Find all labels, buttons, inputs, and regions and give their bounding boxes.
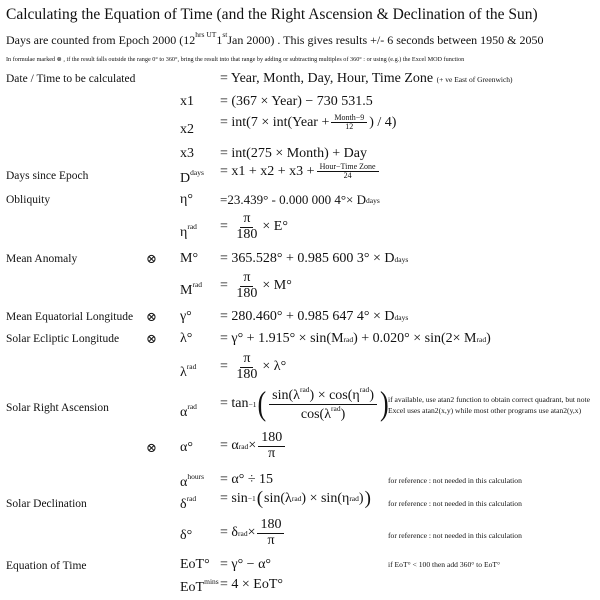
solar-right-ascension-label: Solar Right Ascension (6, 402, 109, 414)
mean-anomaly-rad-equation: = $\frac{\pi}{180}$ × M° (220, 270, 292, 301)
x1-var: x1 (180, 94, 194, 109)
mean-anomaly-var: M° (180, 251, 199, 266)
declination-rad-var: $\delta^{rad}$ (180, 494, 197, 512)
eot-degrees-equation: = γ° − α° (220, 557, 272, 572)
right-ascension-degrees-mark: ⊗ (146, 440, 157, 455)
solar-ecliptic-longitude-rad-equation: = $\frac{\pi}{180}$ × λ° (220, 351, 287, 382)
reference-note-declination-deg: for reference : not needed in this calculation (388, 531, 522, 540)
obliquity-rad-var: $\eta^{rad}$ (180, 222, 197, 240)
days-equation: = x1 + x2 + x3 + $\frac{\text{Hour−Time Zone}}{24}$ (220, 163, 381, 181)
mean-anomaly-mark: ⊗ (146, 251, 157, 266)
mean-equatorial-longitude-mark: ⊗ (146, 309, 157, 324)
epoch-subtitle: Days are counted from Epoch 2000 ($12^{hrs UT}1stJan$ 2000) . This gives results +/- 6 seconds between 1950 & 2050 (6, 30, 544, 47)
solar-ecliptic-longitude-equation: = γ° + 1.915° × sin(M rad ) + 0.020° × sin(2× M rad ) (220, 331, 491, 346)
eot-degrees-var: EoT° (180, 557, 210, 572)
mean-anomaly-equation: = 365.528° + 0.985 600 3° × D days (220, 251, 409, 266)
formula-note: In formulae marked ⊗ , if the result falls outside the range 0° to 360°, bring the result into that range by adding or subtracting multiples of 360° : or using (e.g.) the Excel MOD function (6, 56, 465, 63)
x3-equation: = int(275 × Month) + Day (220, 146, 367, 161)
right-ascension-degrees-equation: = α rad × $\frac{180}{\pi}$ (220, 431, 287, 461)
x1-equation: = (367 × Year) − 730 531.5 (220, 94, 373, 109)
page-title: Calculating the Equation of Time (and the Right Ascension & Declination of the Sun) (6, 6, 538, 23)
mean-anomaly-rad-var: $M^{rad}$ (180, 280, 203, 298)
solar-ecliptic-longitude-var: λ° (180, 331, 193, 346)
right-ascension-rad-equation: = tan −1 ( $\frac{\sin(\lambda^{rad}) \times \cos(\eta^{rad})}{\cos(\lambda^{rad})}$ ) (220, 384, 389, 423)
days-label: Days since Epoch (6, 170, 89, 182)
reference-note-hours: for reference : not needed in this calculation (388, 476, 522, 485)
mean-equatorial-longitude-label: Mean Equatorial Longitude (6, 311, 134, 323)
date-equation: = Year, Month, Day, Hour, Time Zone (+ ve East of Greenwich) (220, 71, 513, 86)
right-ascension-hours-var: $\alpha^{hours}$ (180, 472, 205, 490)
mean-equatorial-longitude-equation: = 280.460° + 0.985 647 4° × D days (220, 309, 409, 324)
declination-degrees-equation: = δ rad × $\frac{180}{\pi}$ (220, 518, 286, 548)
right-ascension-hours-equation: = α° ÷ 15 (220, 472, 274, 487)
date-label: Date / Time to be calculated (6, 73, 136, 85)
declination-degrees-var: δ° (180, 528, 193, 543)
days-var: $D^{days}$ (180, 168, 204, 186)
obliquity-var: η° (180, 192, 193, 207)
atan2-note-line1: if available, use atan2 function to obtain correct quadrant, but note (388, 395, 591, 404)
solar-declination-label: Solar Declination (6, 498, 87, 510)
x3-var: x3 (180, 146, 194, 161)
solar-ecliptic-longitude-label: Solar Ecliptic Longitude (6, 333, 120, 345)
declination-rad-equation: = sin −1 ( sin(λ rad ) × sin(η rad ) ) (220, 488, 371, 509)
x2-equation: = int(7 × int(Year + $\frac{\text{Month−9}}{12}$ ) / 4) (220, 113, 397, 132)
obliquity-rad-equation: = $\frac{\pi}{180}$ × E° (220, 211, 288, 242)
solar-ecliptic-longitude-rad-var: $\lambda^{rad}$ (180, 362, 197, 380)
eot-note: if EoT° < 100 then add 360° to EoT° (388, 560, 501, 569)
x2-var: x2 (180, 122, 194, 137)
right-ascension-rad-var: $\alpha^{rad}$ (180, 402, 197, 420)
mean-equatorial-longitude-var: γ° (180, 309, 192, 324)
obliquity-label: Obliquity (6, 194, 51, 206)
right-ascension-degrees-var: α° (180, 440, 193, 455)
equation-of-time-label: Equation of Time (6, 560, 87, 572)
obliquity-equation: =23.439° - 0.000 000 4°× D days (220, 192, 380, 207)
atan2-note-line2: Excel uses atan2(x,y) while most other programs use atan2(y,x) (388, 406, 582, 415)
eot-minutes-var: EoT$^{mins}$ (180, 577, 219, 595)
reference-note-declination-rad: for reference : not needed in this calculation (388, 499, 522, 508)
solar-ecliptic-longitude-mark: ⊗ (146, 331, 157, 346)
mean-anomaly-label: Mean Anomaly (6, 253, 78, 265)
eot-minutes-equation: = 4 × EoT° (220, 577, 283, 592)
